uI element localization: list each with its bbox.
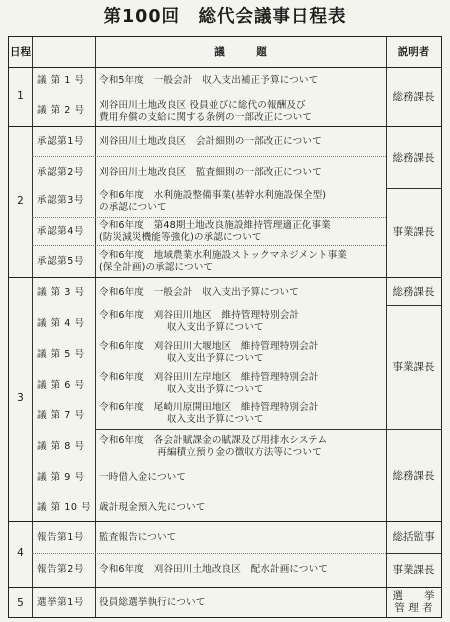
item-number: 承認第1号 [37,136,84,147]
item-number: 議 第 9 号 [37,472,85,483]
item-number: 議 第 7 号 [37,410,85,421]
agenda-table [8,36,442,618]
header-agenda: 議 題 [214,46,267,58]
item-description: 刈谷田川土地改良区 役員並びに総代の報酬及び 費用弁償の支給に関する条例の一部改正について [99,100,313,123]
day-4: 4 [17,547,24,559]
presenter-cell: 選 挙 管 理 者 [392,590,435,614]
item-description: 一時借入金について [99,472,187,483]
item-description: 令和6年度 尾崎川原開田地区 維持管理特別会計 収入支出予算について [99,402,319,425]
item-description: 令和6年度 各会計賦課金の賦課及び用排水システム 再編積立預り金の徴収方法等について [99,435,328,458]
item-number: 議 第 8 号 [37,441,85,452]
item-number: 議 第 3 号 [37,287,85,298]
item-description: 令和6年度 刈谷田川地区 維持管理特別会計 収入支出予算について [99,310,300,333]
presenter-cell: 事業課長 [392,361,435,373]
item-description: 令和6年度 刈谷田川左岸地区 維持管理特別会計 収入支出予算について [99,372,319,395]
item-number: 報告第2号 [37,564,84,575]
presenter-cell: 総務課長 [392,91,435,103]
presenter-cell: 総務課長 [392,286,435,298]
item-number: 議 第 4 号 [37,318,85,329]
presenter-cell: 総務課長 [392,470,435,482]
day-2: 2 [17,195,24,207]
presenter-cell: 総括監事 [392,531,435,543]
item-description: 令和6年度 第48期土地改良施設維持管理適正化事業 (防災減災機能等強化)の承認について [99,220,331,243]
item-description: 刈谷田川土地改良区 会計細則の一部改正について [99,136,322,147]
item-number: 承認第2号 [37,167,84,178]
header-day: 日程 [10,46,31,58]
presenter-cell: 総務課長 [392,152,435,164]
item-number: 議 第 2 号 [37,105,85,116]
item-description: 令和6年度 一般会計 収入支出予算について [99,287,299,298]
item-description: 令和6年度 地域農業水利施設ストックマネジメント事業 (保全計画)の承認について [99,250,347,273]
header-presenter: 説明者 [397,46,430,58]
item-description: 刈谷田川土地改良区 監査細則の一部改正について [99,167,322,178]
item-number: 議 第 10 号 [37,502,92,513]
day-1: 1 [17,90,24,102]
item-number: 承認第3号 [37,195,84,206]
item-description: 令和5年度 一般会計 収入支出補正予算について [99,75,319,86]
item-number: 報告第1号 [37,532,84,543]
presenter-cell: 事業課長 [392,226,435,238]
item-description: 令和6年度 刈谷田川大堰地区 維持管理特別会計 収入支出予算について [99,341,319,364]
item-number: 承認第5号 [37,256,84,267]
item-description: 令和6年度 刈谷田川土地改良区 配水計画について [99,564,328,575]
item-number: 選挙第1号 [37,597,84,608]
day-3: 3 [17,392,24,404]
day-5: 5 [17,597,24,609]
item-description: 監査報告について [99,532,177,543]
item-description: 令和6年度 水利施設整備事業(基幹水利施設保全型) の承認について [99,190,327,213]
item-number: 議 第 1 号 [37,75,85,86]
item-description: 役員総選挙執行について [99,597,206,608]
item-description: 歳計現金預入先について [99,502,206,513]
item-number: 承認第4号 [37,226,84,237]
page-title: 第100回 総代会議事日程表 [103,7,347,27]
item-number: 議 第 6 号 [37,380,85,391]
presenter-cell: 事業課長 [392,564,435,576]
item-number: 議 第 5 号 [37,349,85,360]
